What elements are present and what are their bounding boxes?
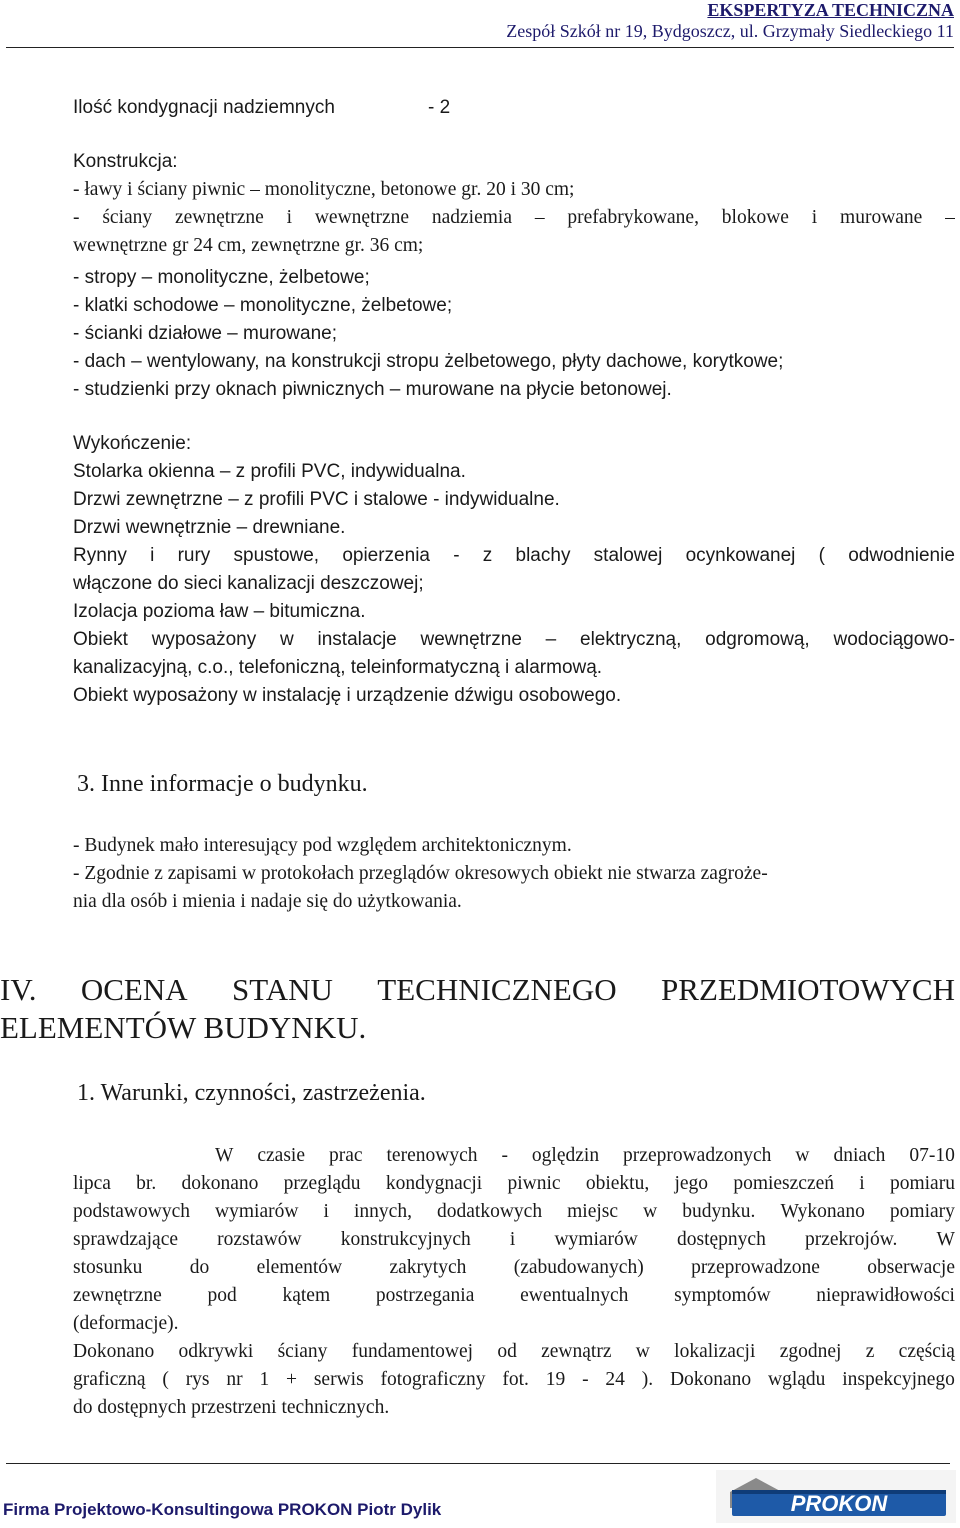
word: IV. [0, 972, 37, 1007]
konstrukcja-line: - dach – wentylowany, na konstrukcji stropu żelbetowego, płyty dachowe, korytkowe; [73, 351, 784, 372]
word: ( [162, 1369, 169, 1390]
word: ściany [277, 1341, 328, 1362]
word: odgromową, [705, 629, 810, 650]
word: przeprowadzone [691, 1257, 820, 1278]
wykonczenie-line: kanalizacyjną, c.o., telefoniczną, teleinformatyczną i alarmową. [73, 657, 603, 678]
word: – [945, 207, 955, 228]
word: innych, [354, 1201, 412, 1222]
word: w [280, 629, 294, 650]
word: - [501, 1145, 508, 1166]
header-divider [6, 47, 954, 48]
word: prefabrykowane, [567, 207, 699, 228]
word: pomiaru [889, 1173, 955, 1194]
word: nadziemia [431, 207, 512, 228]
word: – [534, 207, 545, 228]
word: pod [207, 1285, 237, 1306]
word: wodociągowo- [833, 629, 955, 650]
word: obiektu, [585, 1173, 650, 1194]
word: pomieszczeń [733, 1173, 835, 1194]
section-4-heading-cont: ELEMENTÓW BUDYNKU. [0, 1010, 367, 1045]
word: i [509, 1229, 516, 1250]
word: inspekcyjnego [842, 1369, 955, 1390]
paragraph-line [73, 1173, 955, 1195]
prokon-logo [716, 1470, 956, 1523]
word: graficzną [73, 1369, 146, 1390]
word: czasie [257, 1145, 306, 1166]
word: OCENA [80, 972, 188, 1007]
prokon-logo-graphic [716, 1470, 956, 1523]
word: Dokonano [669, 1369, 752, 1390]
word: Rynny [73, 545, 127, 566]
word: dostępnych [677, 1229, 766, 1250]
word: 19 [545, 1369, 566, 1390]
word: dodatkowych [437, 1201, 543, 1222]
word: Obiekt [73, 629, 128, 650]
section-3-heading: 3. Inne informacje o budynku. [77, 771, 368, 797]
word: – [545, 629, 557, 650]
word: blachy [515, 545, 571, 566]
document-title: EKSPERTYZA TECHNICZNA [707, 0, 954, 20]
document-address: Zespół Szkół nr 19, Bydgoszcz, ul. Grzymały Siedleckiego 11 [506, 21, 954, 41]
word: i [859, 1173, 865, 1194]
word: ocynkowanej [685, 545, 796, 566]
word: przeglądu [283, 1173, 361, 1194]
konstrukcja-line: - stropy – monolityczne, żelbetowe; [73, 267, 370, 288]
word: piwnic [507, 1173, 561, 1194]
word: odkrywki [178, 1341, 254, 1362]
word: elektryczną, [580, 629, 682, 650]
paragraph-line [73, 1201, 955, 1223]
word: + [286, 1369, 298, 1390]
word: wymiarów [554, 1229, 638, 1250]
wykonczenie-line: Drzwi zewnętrzne – z profili PVC i stalowe - indywidualne. [73, 489, 560, 510]
word: konstrukcyjnych [340, 1229, 471, 1250]
word: stalowej [593, 545, 663, 566]
wykonczenie-heading: Wykończenie: [73, 433, 192, 454]
word: wymiarów [215, 1201, 299, 1222]
word: wewnętrzne [314, 207, 410, 228]
word: od [497, 1341, 517, 1362]
word: kątem [282, 1285, 331, 1306]
word: fundamentowej [351, 1341, 474, 1362]
word: ). [641, 1369, 654, 1390]
storeys-value: - 2 [428, 97, 451, 118]
word: rury [177, 545, 211, 566]
word: W [936, 1229, 955, 1250]
word: i [811, 207, 818, 228]
konstrukcja-line: - ścianki działowe – murowane; [73, 323, 338, 344]
word: lokalizacji [674, 1341, 756, 1362]
word: zakrytych [389, 1257, 467, 1278]
word: w [795, 1145, 810, 1166]
section-3-line: nia dla osób i mienia i nadaje się do użytkowania. [73, 891, 462, 912]
word: odwodnienie [848, 545, 955, 566]
company-name: Firma Projektowo-Konsultingowa PROKON Piotr Dylik [3, 1500, 442, 1519]
konstrukcja-line: - ławy i ściany piwnic – monolityczne, betonowe gr. 20 i 30 cm; [73, 179, 575, 200]
wykonczenie-line: Drzwi wewnętrznie – drewniane. [73, 517, 346, 538]
wykonczenie-line-justified [73, 545, 955, 567]
paragraph-line [73, 1341, 955, 1363]
word: zewnętrzne [73, 1285, 162, 1306]
word: z [865, 1341, 875, 1362]
word: fotograficzny [380, 1369, 486, 1390]
word: i [150, 545, 155, 566]
word: kondygnacji [385, 1173, 483, 1194]
word: obserwacje [867, 1257, 955, 1278]
wykonczenie-line-justified [73, 629, 955, 651]
word: 07-10 [909, 1145, 955, 1166]
word: z [482, 545, 493, 566]
word: zgodnej [779, 1341, 842, 1362]
paragraph-line: (deformacje). [73, 1313, 179, 1334]
konstrukcja-line: - studzienki przy oknach piwnicznych – murowane na płycie betonowej. [73, 379, 672, 400]
konstrukcja-line: wewnętrzne gr 24 cm, zewnętrzne gr. 36 cm; [73, 235, 424, 256]
word: budynku. [682, 1201, 756, 1222]
word: Wykonano [780, 1201, 865, 1222]
word: do [189, 1257, 210, 1278]
word: fot. [502, 1369, 529, 1390]
subsection-1-heading: 1. Warunki, czynności, zastrzeżenia. [77, 1080, 426, 1106]
svg-text:PROKON: PROKON [790, 1491, 888, 1516]
word: wewnętrzne [420, 629, 522, 650]
footer-divider [6, 1463, 950, 1464]
paragraph-line [215, 1145, 955, 1167]
word: 1 [259, 1369, 270, 1390]
word: rys [185, 1369, 210, 1390]
word: dokonano [181, 1173, 259, 1194]
word: terenowych [386, 1145, 478, 1166]
word: podstawowych [73, 1201, 190, 1222]
word: miejsc [567, 1201, 619, 1222]
wykonczenie-line: Stolarka okienna – z profili PVC, indywidualna. [73, 461, 466, 482]
word: w [635, 1341, 650, 1362]
word: jego [674, 1173, 709, 1194]
word: - [453, 545, 460, 566]
konstrukcja-heading: Konstrukcja: [73, 151, 178, 172]
word: ( [818, 545, 825, 566]
wykonczenie-line: Izolacja pozioma ław – bitumiczna. [73, 601, 366, 622]
paragraph-line: do dostępnych przestrzeni technicznych. [73, 1397, 390, 1418]
word: dniach [833, 1145, 886, 1166]
wykonczenie-line: Obiekt wyposażony w instalację i urządzenie dźwigu osobowego. [73, 685, 622, 706]
paragraph-line [73, 1369, 955, 1391]
word: stosunku [73, 1257, 143, 1278]
word: lipca [73, 1173, 111, 1194]
word: (zabudowanych) [513, 1257, 644, 1278]
word: oględzin [531, 1145, 600, 1166]
word: pomiary [889, 1201, 955, 1222]
word: TECHNICZNEGO [377, 972, 617, 1007]
word: 24 [605, 1369, 625, 1390]
word: - [582, 1369, 589, 1390]
paragraph-line [73, 1229, 955, 1251]
word: serwis [313, 1369, 364, 1390]
word: rozstawów [217, 1229, 302, 1250]
word: ściany [102, 207, 153, 228]
word: symptomów [674, 1285, 771, 1306]
word: i [323, 1201, 329, 1222]
wykonczenie-line: włączone do sieci kanalizacji deszczowej; [73, 573, 424, 594]
word: zewnątrz [541, 1341, 612, 1362]
word: murowane [840, 207, 923, 228]
konstrukcja-line-justified [73, 207, 955, 229]
section-3-line: - Budynek mało interesujący pod względem architektonicznym. [73, 835, 572, 856]
word: w [643, 1201, 658, 1222]
word: W [215, 1145, 234, 1166]
word: blokowe [721, 207, 789, 228]
word: br. [136, 1173, 157, 1194]
word: przekrojów. [804, 1229, 898, 1250]
word: ewentualnych [520, 1285, 629, 1306]
word: PRZEDMIOTOWYCH [661, 972, 955, 1007]
word: prac [328, 1145, 363, 1166]
word: nr [226, 1369, 243, 1390]
word: opierzenia [342, 545, 430, 566]
word: zewnętrzne [174, 207, 264, 228]
word: postrzegania [375, 1285, 475, 1306]
word: spustowe, [233, 545, 320, 566]
word: - [73, 207, 80, 228]
word: STANU [232, 972, 333, 1007]
word: i [286, 207, 293, 228]
word: wyposażony [151, 629, 257, 650]
word: elementów [256, 1257, 343, 1278]
word: częścią [898, 1341, 955, 1362]
section-4-heading [0, 972, 955, 1008]
word: sprawdzające [73, 1229, 179, 1250]
paragraph-line [73, 1285, 955, 1307]
word: nieprawidłowości [816, 1285, 955, 1306]
word: przeprowadzonych [623, 1145, 772, 1166]
paragraph-line [73, 1257, 955, 1279]
word: Dokonano [73, 1341, 155, 1362]
konstrukcja-line: - klatki schodowe – monolityczne, żelbetowe; [73, 295, 453, 316]
word: instalacje [317, 629, 397, 650]
word: wglądu [768, 1369, 826, 1390]
section-3-line: - Zgodnie z zapisami w protokołach przeglądów okresowych obiekt nie stwarza zagroże- [73, 863, 768, 884]
storeys-label: Ilość kondygnacji nadziemnych [73, 97, 335, 118]
